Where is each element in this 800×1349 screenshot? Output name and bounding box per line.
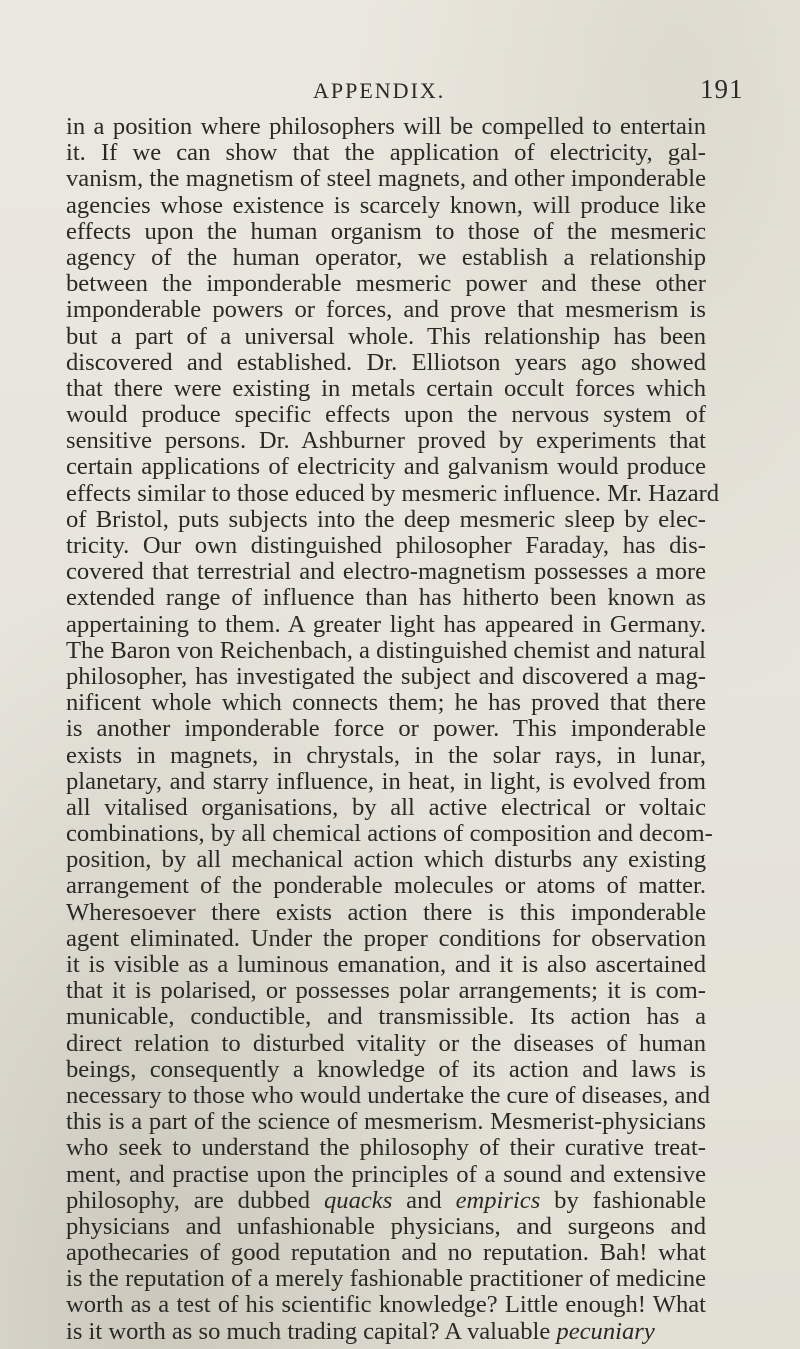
- text-line: necessary to those who would undertake the cure of diseases, and: [66, 1081, 711, 1109]
- text-line: this is a part of the science of mesmerism. Mesmerist-physicians: [66, 1108, 706, 1136]
- text-line: of Bristol, puts subjects into the deep mesmeric sleep by elec-: [66, 505, 706, 533]
- text-line: agency of the human operator, we establish a relationship: [66, 243, 706, 271]
- text-line: effects similar to those educed by mesmeric influence. Mr. Hazard: [66, 479, 720, 507]
- text-line: municable, conductible, and transmissible. Its action has a: [66, 1003, 706, 1031]
- text-line: Wheresoever there exists action there is this imponderable: [66, 898, 706, 926]
- text-line: position, by all mechanical action which disturbs any existing: [66, 846, 706, 874]
- text-line: exists in magnets, in chrystals, in the solar rays, in lunar,: [66, 741, 706, 769]
- text-line: agencies whose existence is scarcely known, will produce like: [66, 191, 706, 219]
- text-line: combinations, by all chemical actions of composition and decom-: [66, 820, 713, 848]
- text-line: ment, and practise upon the principles of a sound and extensive: [66, 1160, 706, 1188]
- text-line: planetary, and starry influence, in heat, in light, is evolved from: [66, 767, 706, 795]
- text-fragment: is it worth as so much trading capital? A valuable: [66, 1317, 557, 1345]
- italic-word: quacks: [323, 1186, 393, 1214]
- running-title: APPENDIX.: [313, 78, 446, 103]
- text-line: all vitalised organisations, by all active electrical or voltaic: [66, 793, 706, 821]
- text-line: physicians and unfashionable physicians, and surgeons and: [66, 1212, 706, 1240]
- text-line: who seek to understand the philosophy of their curative treat-: [66, 1134, 706, 1162]
- text-line: apothecaries of good reputation and no reputation. Bah! what: [66, 1239, 706, 1267]
- text-line: worth as a test of his scientific knowledge? Little enough! What: [66, 1291, 706, 1319]
- text-line: sensitive persons. Dr. Ashburner proved by experiments that: [66, 427, 706, 455]
- text-line: agent eliminated. Under the proper conditions for observation: [66, 924, 706, 952]
- text-fragment: by fashionable: [540, 1186, 707, 1214]
- body-paragraph: [66, 113, 720, 1345]
- text-line: arrangement of the ponderable molecules or atoms of matter.: [66, 872, 706, 900]
- text-line: effects upon the human organism to those of the mesmeric: [66, 217, 706, 245]
- text-line: that it is polarised, or possesses polar arrangements; it is com-: [66, 977, 706, 1005]
- text-line: in a position where philosophers will be compelled to entertain: [66, 113, 706, 140]
- text-line: The Baron von Reichenbach, a distinguished chemist and natural: [66, 636, 706, 664]
- page-number: 191: [700, 74, 744, 104]
- text-line: between the imponderable mesmeric power and these other: [66, 270, 706, 298]
- text-line: direct relation to disturbed vitality or the diseases of human: [66, 1029, 706, 1057]
- text-line: but a part of a universal whole. This relationship has been: [66, 322, 706, 350]
- text-line: vanism, the magnetism of steel magnets, and other imponderable: [66, 165, 706, 193]
- italic-word: pecuniary: [556, 1317, 655, 1345]
- text-line: appertaining to them. A greater light has appeared in Germany.: [66, 610, 706, 638]
- text-line: is another imponderable force or power. This imponderable: [66, 715, 706, 743]
- text-line: covered that terrestrial and electro-magnetism possesses a more: [66, 558, 706, 586]
- text-fragment: and: [392, 1186, 456, 1214]
- text-line: [66, 1188, 706, 1214]
- text-line: tricity. Our own distinguished philosopher Faraday, has dis-: [66, 532, 706, 559]
- page-header: [0, 74, 800, 118]
- text-line: would produce specific effects upon the nervous system of: [66, 401, 706, 429]
- text-line: discovered and established. Dr. Elliotson years ago showed: [66, 348, 706, 376]
- text-line: it. If we can show that the application of electricity, gal-: [66, 139, 706, 167]
- text-line: is the reputation of a merely fashionable practitioner of medicine: [66, 1265, 706, 1293]
- text-line: beings, consequently a knowledge of its action and laws is: [66, 1055, 706, 1083]
- text-line: it is visible as a luminous emanation, and it is also ascertained: [66, 951, 706, 978]
- italic-word: empirics: [455, 1186, 541, 1214]
- text-line: certain applications of electricity and galvanism would produce: [66, 453, 706, 481]
- text-line: that there were existing in metals certain occult forces which: [66, 374, 706, 402]
- text-line: [66, 1319, 706, 1345]
- text-line: philosopher, has investigated the subject and discovered a mag-: [66, 662, 706, 690]
- text-line: extended range of influence than has hitherto been known as: [66, 584, 706, 612]
- text-line: imponderable powers or forces, and prove that mesmerism is: [66, 296, 706, 324]
- text-fragment: philosophy, are dubbed: [66, 1186, 324, 1214]
- text-line: nificent whole which connects them; he has proved that there: [66, 689, 706, 717]
